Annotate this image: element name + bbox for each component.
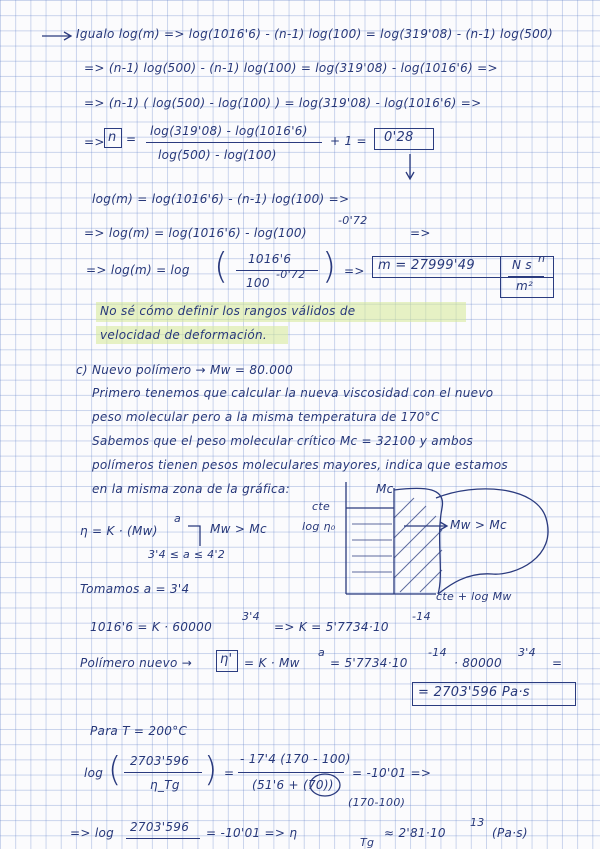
note-line-12: peso molecular pero a la misma temperatura de 170°C xyxy=(92,410,440,424)
viscosity-result: = 2703'596 Pa·s xyxy=(418,685,530,700)
note-line-02: => (n-1) log(500) - (n-1) log(100) = log(319'08) - log(1016'6) => xyxy=(84,61,498,75)
arrow-right-icon xyxy=(40,30,74,42)
note-line-17: Tomamos a = 3'4 xyxy=(80,582,190,596)
result-m: m = 27999'49 xyxy=(378,258,475,273)
note-line-18: 1016'6 = K · 60000 xyxy=(90,620,213,634)
note-line-01: Igualo log(m) => log(1016'6) - (n-1) log(100) = log(319'08) - (n-1) log(500) xyxy=(76,27,553,41)
fraction-bar xyxy=(146,142,322,143)
fraction-denominator: log(500) - log(100) xyxy=(158,148,277,162)
note-line-11: Primero tenemos que calcular la nueva viscosidad con el nuevo xyxy=(92,386,494,400)
fraction-numerator: log(319'08) - log(1016'6) xyxy=(150,124,308,138)
log-result: = -10'01 => xyxy=(352,766,432,780)
result-n: 0'28 xyxy=(384,130,414,145)
eta-prime: η' xyxy=(220,652,233,667)
exponent: -0'72 xyxy=(338,214,368,227)
viscosity-graph-sketch xyxy=(296,478,566,618)
graph-label-mc: Mc xyxy=(376,482,394,496)
viscosity-formula: η = K · (Mw) xyxy=(80,524,158,538)
circle-mark-icon xyxy=(308,772,342,798)
equals-sign: = xyxy=(126,132,137,146)
note-line-21: Para T = 200°C xyxy=(90,724,188,738)
plus-one: + 1 = xyxy=(330,134,367,148)
section-heading-c: c) Nuevo polímero → Mw = 80.000 xyxy=(76,363,294,377)
note-line-09: velocidad de deformación. xyxy=(100,328,268,342)
note-line-07: => log(m) = log xyxy=(86,263,190,277)
handwritten-notes-page: Igualo log(m) => log(1016'6) - (n-1) log(100) = log(319'08) - (n-1) log(500) => (n-1) log(500) - (n-1) log(100) = log(319'08) - log(1016'6) => => (n-1) ( log(500) - log(100) ) = log(319'08) - log(1016'6) => => n = log(319'08) - log(1016'6) log(500) - log(100) + 1 = 0'28 log(m) = log(1016'6) - (n-1) log(100) => => log(m) = log(1016'6) - log(100) -0'72 => => log(m) = log ( 1016'6 100 -0'72 ) => m = 27999'49 N s n m² No sé cómo definir los rangos válidos de velocidad de deformación. c) Nuevo polímero → Mw = 80.000 Primero tenemos que calcular la nueva viscosidad con el nuevo peso molecular pero a la misma temperatura de 170°C Sabemos que el peso molecular crítico Mc = 32100 y ambos polímeros tienen pesos moleculares mayores, indica que estamos en la misma zona de la gráfica: Mc Mw > Mc cte log η₀ cte + log Mw η = K · (Mw) a Mw > Mc 3'4 ≤ a ≤ 4'2 Tomamos a = 3'4 1016'6 = K · 60000 3'4 => K = 5'7734·10 -14 Polímero nuevo → η' = K · Mw a = 5'7734·10 -14 · 80000 3'4 = = 2703'596 Pa·s Para T = 200°C log ( 2703'596 η_Tg ) = - 17'4 (170 - 100) (51'6 + (70)) = -10'01 => (170-100) => log 2703'596 = -10'01 => η Tg ≈ 2'81·10 13 (Pa·s) xyxy=(0,0,600,848)
note-line-14: polímeros tienen pesos moleculares mayores, indica que estamos xyxy=(92,458,508,472)
note-line-05: log(m) = log(1016'6) - (n-1) log(100) => xyxy=(92,192,350,206)
graph-yaxis-label: log η₀ xyxy=(302,520,336,533)
note-line-13: Sabemos que el peso molecular crítico Mc = 32100 y ambos xyxy=(92,434,474,448)
note-line-19: Polímero nuevo → xyxy=(80,656,193,670)
note-line-06: => log(m) = log(1016'6) - log(100) xyxy=(84,226,307,240)
graph-xaxis-label: cte + log Mw xyxy=(436,590,512,603)
variable-n: n xyxy=(108,130,117,145)
graph-label-mw: Mw > Mc xyxy=(450,518,507,532)
note-line-08: No sé cómo definir los rangos válidos de xyxy=(100,304,356,318)
note-line-03: => (n-1) ( log(500) - log(100) ) = log(319'08) - log(1016'6) => xyxy=(84,96,482,110)
final-result: ≈ 2'81·10 xyxy=(384,826,446,840)
note-line-15: en la misma zona de la gráfica: xyxy=(92,482,290,496)
arrow-down-icon xyxy=(404,152,416,182)
